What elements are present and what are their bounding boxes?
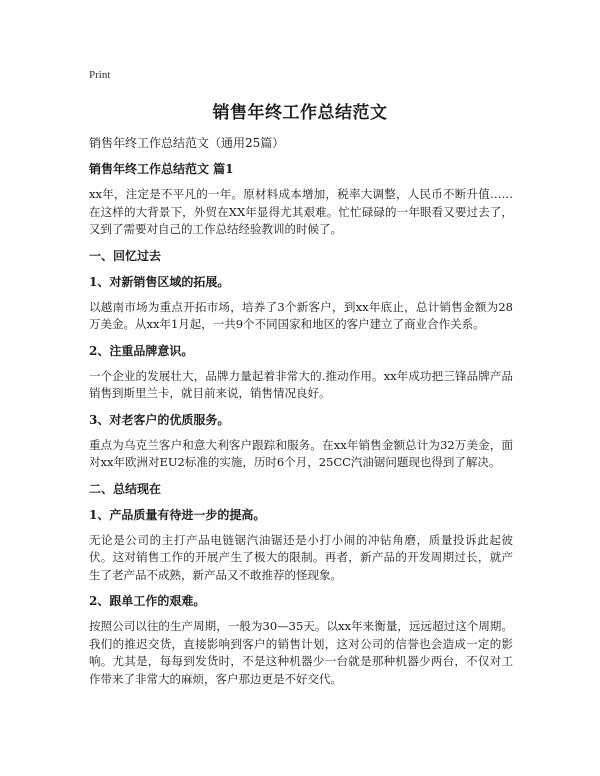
part1-item3-text: 重点为乌克兰客户和意大利客户跟踪和服务。在xx年销售金额总计为32万美金，面对xx年欧洲对EU2标准的实施，历时6个月，25CC汽油锯问题现也得到了解决。	[89, 437, 513, 469]
document-body	[89, 134, 513, 696]
document-subtitle: 销售年终工作总结范文（通用25篇）	[89, 136, 285, 150]
part2-item2-text: 按照公司以往的生产周期，一般为30—35天。以xx年来衡量，远远超过这个周期。我们的推迟交货，直接影响到客户的销售计划，这对公司的信誉也会造成一定的影响。尤其是，每每到发货时，不是这种机器少一台就是那种机器少两台，不仅对工作带来了非常大的麻烦，客户那边更是不好交代。	[89, 619, 513, 686]
part1-item2-heading: 2、注重品牌意识。	[89, 343, 194, 358]
part1-heading: 一、回忆过去	[89, 248, 162, 263]
part1-item1-text: 以越南市场为重点开拓市场，培养了3个新客户，到xx年底止，总计销售金额为28万美金。从xx年1月起，一共9个不同国家和地区的客户建立了商业合作关系。	[89, 299, 513, 331]
document-title: 销售年终工作总结范文	[212, 103, 388, 123]
part2-item1-heading: 1、产品质量有待进一步的提高。	[89, 507, 266, 522]
part1-item1-heading: 1、对新销售区域的拓展。	[89, 274, 230, 289]
part1-item2-text: 一个企业的发展壮大，品牌力量起着非常大的.推动作用。xx年成功把三锋品牌产品销售到斯里兰卡，就目前来说，销售情况良好。	[89, 368, 513, 400]
part2-item2-heading: 2、跟单工作的艰难。	[89, 594, 206, 608]
section-title: 销售年终工作总结范文 篇1	[89, 162, 234, 176]
print-label[interactable]: Print	[89, 69, 111, 81]
part1-item3-heading: 3、对老客户的优质服务。	[89, 412, 230, 427]
part2-item1-text: 无论是公司的主打产品电链锯汽油锯还是小打小闹的冲钻角磨，质量投诉此起彼伏。这对销售工作的开展产生了极大的限制。再者，新产品的开发周期过长，就产生了老产品不成熟，新产品又不敢推荐的怪现象。	[89, 532, 513, 582]
intro-paragraph: xx年，注定是不平凡的一年。原材料成本增加，税率大调整，人民币不断升值……在这样的大背景下，外贸在XX年显得尤其艰难。忙忙碌碌的一年眼看又要过去了，又到了需要对自己的工作总结经验教训的时候了。	[89, 187, 513, 236]
part2-heading: 二、总结现在	[89, 481, 162, 496]
